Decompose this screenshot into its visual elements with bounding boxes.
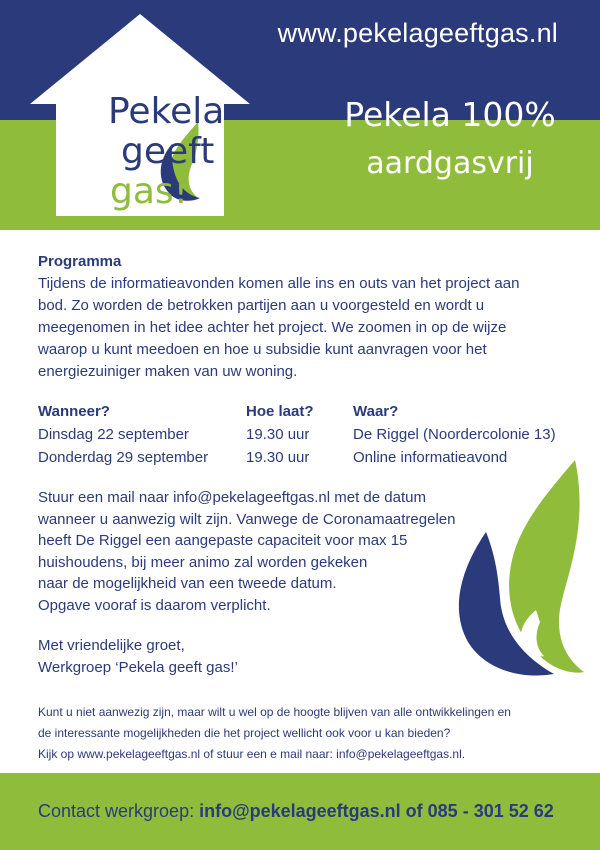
schedule-col-when (38, 400, 248, 469)
logo-text-line2: geeft (121, 131, 215, 172)
schedule-cell: Dinsdag 22 september (38, 426, 189, 443)
greeting-line2: Werkgroep ‘Pekela geeft gas!’ (38, 658, 238, 676)
note-section (38, 702, 578, 765)
flame-icon (450, 460, 590, 680)
schedule-col-where (353, 400, 600, 469)
footer-contact-details[interactable]: info@pekelageeftgas.nl of 085 - 301 52 62 (199, 801, 554, 821)
schedule-cell: De Riggel (Noordercolonie 13) (353, 426, 556, 443)
schedule-header-where: Waar? (353, 403, 399, 420)
note-line: de interessante mogelijkheden die het project wellicht ook voor u kan bieden? (38, 726, 451, 740)
greeting-line1: Met vriendelijke groet, (38, 637, 185, 654)
schedule-cell: Online informatieavond (353, 449, 508, 466)
logo-text-line3: gas! (110, 171, 189, 212)
mail-line: naar de mogelijkheid van een tweede datum. (38, 575, 337, 592)
mail-section (38, 487, 458, 616)
logo (30, 14, 250, 216)
mail-line: heeft De Riggel een aangepaste capaciteit voor max 15 (38, 532, 408, 549)
programma-line: meegenomen in het idee achter het project. We zoomen in op de wijze (38, 319, 507, 336)
subline: aardgasvrij (366, 146, 534, 181)
mail-line: wanneer u aanwezig wilt zijn. Vanwege de Coronamaatregelen (38, 510, 456, 528)
programma-title: Programma (38, 253, 122, 270)
programma-line: bod. Zo worden de betrokken partijen aan u voorgesteld en wordt u (38, 297, 485, 314)
schedule-header-when: Wanneer? (38, 403, 110, 420)
headline: Pekela 100% (344, 95, 556, 134)
programma-line: Tijdens de informatieavonden komen alle ins en outs van het project aan (38, 275, 520, 292)
schedule-cell: 19.30 uur (246, 426, 310, 443)
schedule-cell: 19.30 uur (246, 449, 310, 466)
footer-label: Contact werkgroep: (38, 801, 200, 821)
note-line: Kijk op www.pekelageeftgas.nl of stuur een e mail naar: info@pekelageeftgas.nl. (38, 747, 466, 761)
programma-line: waarop u kunt meedoen en hoe u subsidie kunt aanvragen voor het (38, 341, 487, 358)
schedule-col-time (246, 400, 356, 469)
mail-line: huishoudens, bij meer animo zal worden gekeken (38, 553, 368, 571)
programma-line: energiezuiniger maken van uw woning. (38, 363, 298, 380)
schedule-header-time: Hoe laat? (246, 403, 314, 420)
footer-band (0, 773, 600, 850)
header-url[interactable]: www.pekelageeftgas.nl (277, 18, 558, 48)
greeting (38, 635, 458, 678)
schedule-cell: Donderdag 29 september (38, 449, 209, 466)
mail-line: Stuur een mail naar info@pekelageeftgas.nl met de datum (38, 489, 426, 506)
logo-text-line1: Pekela (108, 91, 225, 132)
note-line: Kunt u niet aanwezig zijn, maar wilt u wel op de hoogte blijven van alle ontwikkelingen en (38, 705, 511, 719)
mail-line: Opgave vooraf is daarom verplicht. (38, 596, 271, 614)
footer-contact (38, 801, 554, 822)
programma-section (38, 251, 578, 383)
